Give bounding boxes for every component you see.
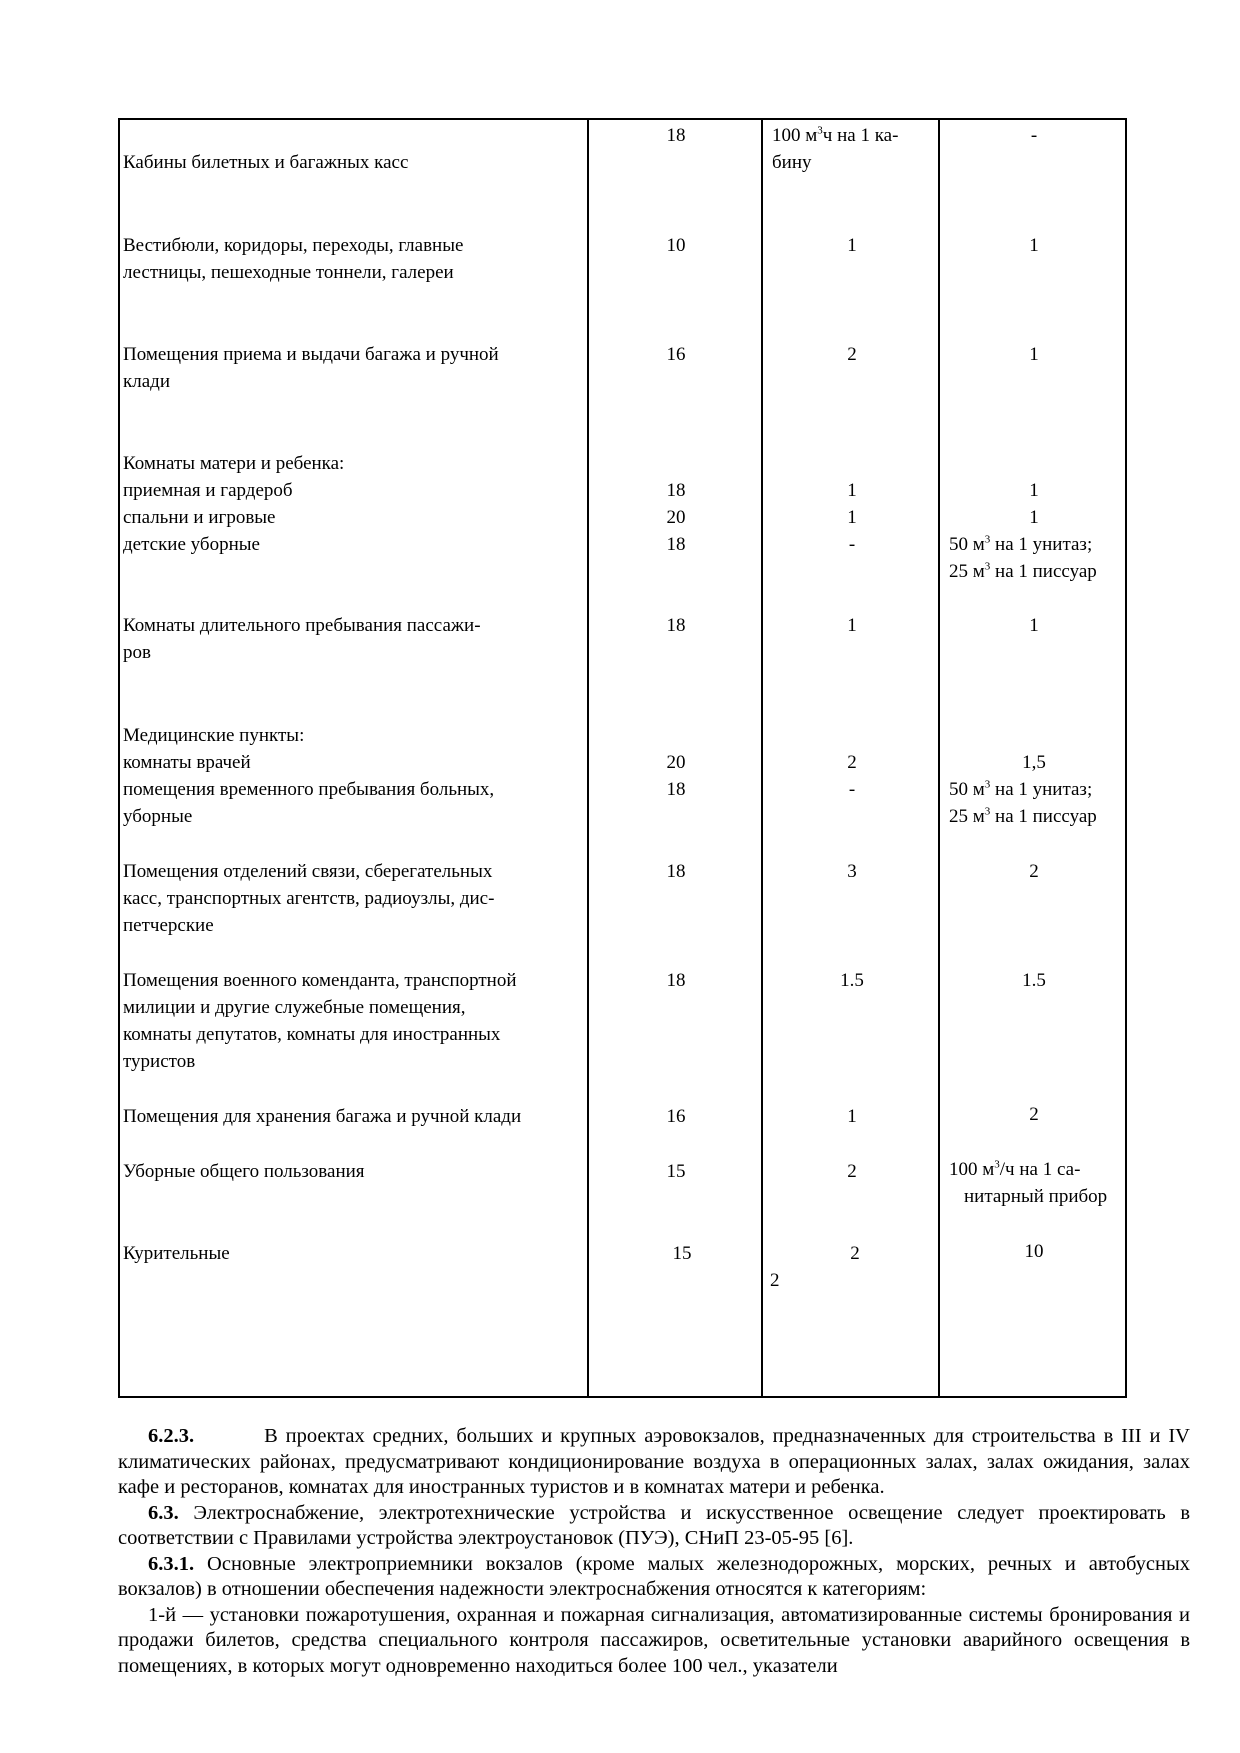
room-name: приемная и гардероб bbox=[123, 480, 293, 501]
air-exchange-outflow: 50 $м^3$ на 1 унитаз; bbox=[949, 533, 1093, 555]
air-exchange-inflow-extra: 2 bbox=[770, 1270, 780, 1291]
temperature: 18 bbox=[666, 125, 686, 146]
room-name-line2: лестницы, пешеходные тоннели, галереи bbox=[123, 262, 454, 283]
air-exchange-inflow: 1 bbox=[847, 507, 857, 528]
group-header: Комнаты матери и ребенка: bbox=[123, 453, 345, 474]
temperature: 20 bbox=[666, 507, 686, 528]
air-exchange-inflow: 2 bbox=[847, 344, 857, 365]
air-exchange-outflow: 1 bbox=[1029, 480, 1039, 501]
room-name-line3: комнаты депутатов, комнаты для иностранных bbox=[123, 1024, 501, 1045]
room-name: Вестибюли, коридоры, переходы, главные bbox=[123, 235, 464, 256]
room-name-line2: уборные bbox=[123, 806, 193, 827]
air-exchange-inflow: 2 bbox=[847, 1161, 857, 1182]
ventilation-table bbox=[118, 118, 1127, 1398]
section-number: 6.2.3. bbox=[148, 1425, 195, 1447]
air-exchange-inflow: - bbox=[848, 779, 856, 800]
table-border-top bbox=[118, 118, 1127, 120]
air-exchange-inflow: 1 bbox=[847, 615, 857, 636]
air-exchange-inflow: 1 bbox=[847, 480, 857, 501]
table-border-left bbox=[118, 118, 120, 1398]
temperature: 18 bbox=[666, 480, 686, 501]
room-name: Кабины билетных и багажных касс bbox=[123, 152, 409, 173]
room-name: детские уборные bbox=[123, 534, 260, 555]
room-name-line2: милиции и другие служебные помещения, bbox=[123, 997, 466, 1018]
air-exchange-inflow: 1.5 bbox=[840, 970, 864, 991]
room-name: Уборные общего пользования bbox=[123, 1161, 365, 1182]
table-border-right bbox=[1125, 118, 1127, 1398]
document-body-text bbox=[118, 1424, 1190, 1679]
paragraph-text: Основные электроприемники вокзалов (кроме малых железнодорожных, морских, речных и автобусных вокзалов) в отношении обеспечения надежности электроснабжения относятся к категориям: bbox=[118, 1552, 1190, 1600]
room-name: Комнаты длительного пребывания пассажи- bbox=[123, 615, 481, 636]
temperature: 18 bbox=[666, 615, 686, 636]
temperature: 18 bbox=[666, 534, 686, 555]
air-exchange-inflow: 1 bbox=[847, 1106, 857, 1127]
paragraph-text: 1-й — установки пожаротушения, охранная и пожарная сигнализация, автоматизированные системы бронирования и продажи билетов, средства специального контроля пассажиров, осветительные установки аварийного освещения в помещениях, в которых могут одновременно находиться более 100 чел., указатели bbox=[118, 1603, 1190, 1677]
air-exchange-outflow: 10 bbox=[1024, 1241, 1044, 1262]
room-name: помещения временного пребывания больных, bbox=[123, 779, 495, 800]
paragraph-6-3 bbox=[118, 1501, 1190, 1552]
room-name: комнаты врачей bbox=[123, 752, 251, 773]
air-exchange-outflow: 1 bbox=[1029, 344, 1039, 365]
room-name: Курительные bbox=[123, 1243, 230, 1264]
room-name-line2: клади bbox=[123, 371, 170, 392]
paragraph-text: В проектах средних, больших и крупных аэровокзалов, предназначенных для строительства в III и IV климатических районах, предусматривают кондиционирование воздуха в операционных залах, залах ожидания, залах кафе и ресторанов, комнатах для иностранных туристов и в комнатах матери и ребенка. bbox=[118, 1425, 1190, 1498]
air-exchange-inflow: 3 bbox=[847, 861, 857, 882]
temperature: 20 bbox=[666, 752, 686, 773]
air-exchange-inflow: 2 bbox=[850, 1243, 860, 1264]
air-exchange-inflow: 1 bbox=[847, 235, 857, 256]
air-exchange-outflow: 1 bbox=[1029, 615, 1039, 636]
air-exchange-outflow-line2: 25 $м^3$ на 1 писсуар bbox=[949, 805, 1097, 827]
room-name-line2: касс, транспортных агентств, радиоузлы, дис- bbox=[123, 888, 495, 909]
air-exchange-outflow-line2: 25 $м^3$ на 1 писсуар bbox=[949, 560, 1097, 582]
section-number: 6.3.1. bbox=[148, 1552, 195, 1575]
air-exchange-outflow: 1.5 bbox=[1022, 970, 1046, 991]
temperature: 18 bbox=[666, 861, 686, 882]
room-name: Помещения приема и выдачи багажа и ручной bbox=[123, 344, 499, 365]
room-name: Помещения военного коменданта, транспортной bbox=[123, 970, 517, 991]
room-name: Помещения отделений связи, сберегательных bbox=[123, 861, 493, 882]
air-exchange-outflow: 1 bbox=[1029, 507, 1039, 528]
temperature: 18 bbox=[666, 779, 686, 800]
air-exchange-outflow: 1,5 bbox=[1022, 752, 1046, 773]
temperature: 16 bbox=[666, 1106, 686, 1127]
air-exchange-outflow: 2 bbox=[1029, 1104, 1039, 1125]
temperature: 15 bbox=[666, 1161, 686, 1182]
air-exchange-outflow: 1 bbox=[1029, 235, 1039, 256]
table-column-divider-1 bbox=[587, 118, 589, 1398]
air-exchange-outflow: 50 $м^3$ на 1 унитаз; bbox=[949, 778, 1093, 800]
room-name-line2: ров bbox=[123, 642, 151, 663]
air-exchange-outflow: 2 bbox=[1029, 861, 1039, 882]
air-exchange-outflow-line2: нитарный прибор bbox=[964, 1186, 1108, 1207]
group-header: Медицинские пункты: bbox=[123, 725, 305, 746]
room-name-line3: петчерские bbox=[123, 915, 214, 936]
paragraph-text: Электроснабжение, электротехнические устройства и искусственное освещение следует проектировать в соответствии с Правилами устройства электроустановок (ПУЭ), СНиП 23-05-95 [6]. bbox=[118, 1501, 1190, 1549]
paragraph-category-1 bbox=[118, 1603, 1190, 1680]
air-exchange-outflow: 100 $м^3/ч$ на 1 са- bbox=[949, 1158, 1081, 1180]
temperature: 18 bbox=[666, 970, 686, 991]
paragraph-6-2-3 bbox=[118, 1424, 1190, 1501]
air-exchange-inflow: - bbox=[848, 534, 856, 555]
air-exchange-inflow: 2 bbox=[847, 752, 857, 773]
air-exchange-inflow-line2: бину bbox=[772, 152, 812, 173]
paragraph-6-3-1 bbox=[118, 1552, 1190, 1603]
air-exchange-inflow: 100 $м^3ч$ на 1 ка- bbox=[772, 124, 899, 146]
room-name-line4: туристов bbox=[123, 1051, 196, 1072]
temperature: 16 bbox=[666, 344, 686, 365]
room-name: Помещения для хранения багажа и ручной клади bbox=[123, 1106, 522, 1127]
temperature: 10 bbox=[666, 235, 686, 256]
air-exchange-outflow: - bbox=[1030, 125, 1038, 146]
section-number: 6.3. bbox=[148, 1501, 179, 1524]
temperature: 15 bbox=[672, 1243, 692, 1264]
table-border-bottom bbox=[118, 1396, 1127, 1398]
room-name: спальни и игровые bbox=[123, 507, 276, 528]
